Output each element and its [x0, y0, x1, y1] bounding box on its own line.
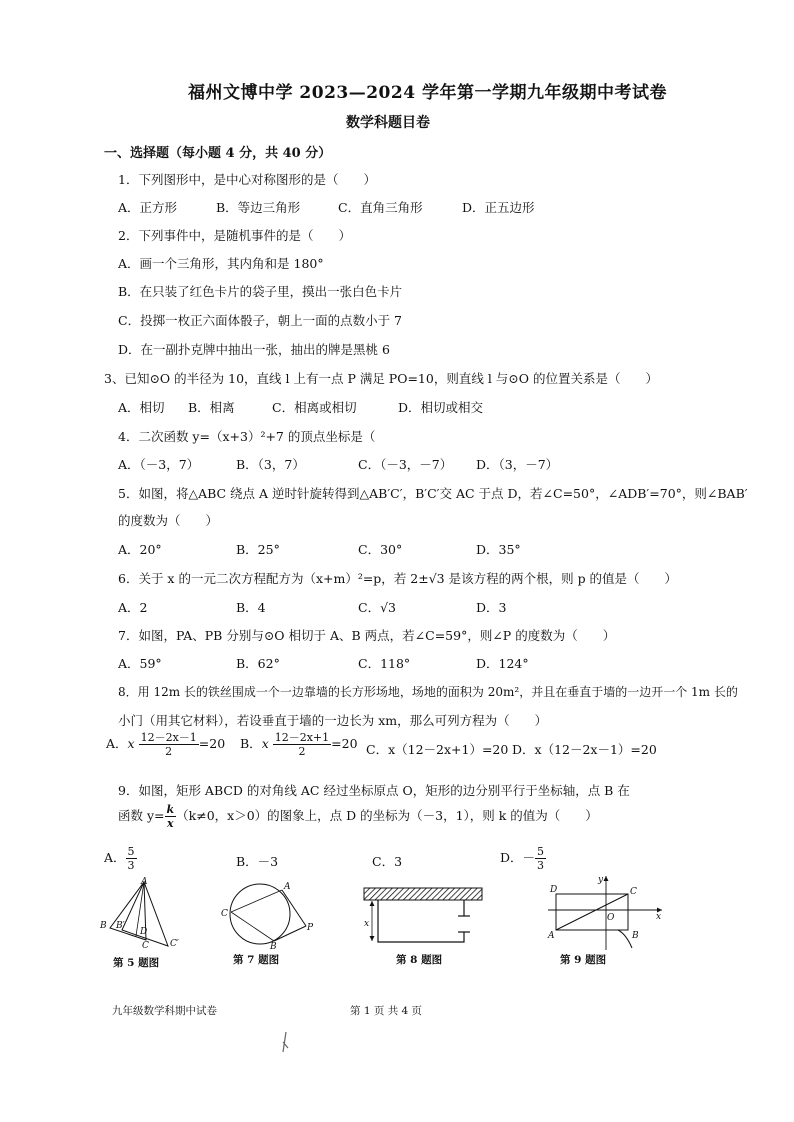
q1-option-c: C．直角三角形: [338, 200, 423, 215]
question-2-stem: 2．下列事件中，是随机事件的是（ ）: [118, 228, 351, 243]
fig5-label-b-prime: B′: [116, 921, 125, 931]
q9-option-d-fraction: $\frac{5}{3}$: [537, 845, 545, 872]
figure-8-caption: 第 8 题图: [396, 954, 443, 966]
q9-option-d: D．－ $\frac{5}{3}$: [500, 845, 545, 872]
q4-option-d: D．（3，－7）: [476, 457, 559, 472]
fig7-label-a: A: [284, 882, 291, 892]
scan-artifact-mark: [280, 1030, 292, 1056]
q2-option-b: B．在只装了红色卡片的袋子里，摸出一张白色卡片: [118, 284, 403, 299]
figure-5-caption: 第 5 题图: [113, 957, 160, 969]
q9-option-a: A． $\frac{5}{3}$: [104, 845, 135, 872]
fig5-label-c: C: [142, 941, 149, 951]
question-9-stem: 9．如图，矩形 ABCD 的对角线 AC 经过坐标原点 O，矩形的边分别平行于坐标轴，点 B 在: [118, 783, 630, 798]
fig7-label-p: P: [307, 923, 314, 933]
q6-option-c: C．√3: [358, 600, 396, 615]
section-heading: 一、选择题（每小题 4 分，共 40 分）: [104, 146, 332, 161]
q3-option-a: A．相切: [118, 400, 165, 415]
q5-option-b: B．25°: [236, 542, 280, 557]
question-1-stem: 1．下列图形中，是中心对称图形的是（ ）: [118, 172, 376, 187]
fig9-label-o: O: [607, 913, 615, 923]
q2-option-c: C．投掷一枚正六面体骰子，朝上一面的点数小于 7: [118, 313, 402, 328]
footer-page-number: 第 1 页 共 4 页: [350, 1005, 423, 1017]
page-title: 福州文博中学 2023—2024 学年第一学期九年级期中考试卷: [188, 83, 667, 103]
q2-option-a: A．画一个三角形，其内角和是 180°: [118, 256, 324, 271]
q8-option-a: A．x $\frac{12-2x-1}{2}$ =20: [106, 731, 226, 758]
fig7-label-b: B: [270, 942, 277, 950]
q7-option-b: B．62°: [236, 656, 280, 671]
q9-option-b: B．－3: [236, 854, 279, 869]
question-6-stem: 6．关于 x 的一元二次方程配方为（x+m）²=p，若 2±√3 是该方程的两个根，则 p 的值是（ ）: [118, 571, 678, 586]
fig9-label-b: B: [632, 931, 639, 941]
q1-option-a: A．正方形: [118, 200, 178, 215]
question-8-stem: 8．用 12m 长的铁丝围成一个一边靠墙的长方形场地，场地的面积为 20m²，并且在垂直于墙的一边开一个 1m 长的: [118, 685, 738, 699]
question-4-stem: 4．二次函数 y=（x+3）²+7 的顶点坐标是（: [118, 429, 376, 444]
fig5-label-b: B: [100, 921, 107, 931]
question-5-stem: 5．如图，将△ABC 绕点 A 逆时针旋转得到△AB′C′，B′C′交 AC 于点 D，若∠C=50°，∠ADB′=70°，则∠BAB′: [118, 486, 748, 501]
q8-option-d: D．x（12－2x－1）=20: [512, 742, 657, 757]
q9-function-fraction: $\frac{k}{x}$: [166, 803, 175, 830]
figure-5-triangles: [96, 876, 186, 956]
question-8-stem-cont: 小门（用其它材料），若设垂直于墙的一边长为 xm，那么可列方程为（ ）: [118, 713, 548, 728]
fig5-label-d: D: [140, 927, 148, 937]
q6-option-a: A．2: [118, 600, 148, 615]
q5-option-a: A．20°: [118, 542, 162, 557]
q3-option-d: D．相切或相交: [398, 400, 484, 415]
q8-option-b-fraction: $\frac{12-2x+1}{2}$: [274, 731, 330, 758]
figure-8-wall-fence: [360, 886, 486, 950]
q4-option-b: B．（3，7）: [236, 457, 305, 472]
q5-option-c: C．30°: [358, 542, 403, 557]
question-5-stem-cont: 的度数为（ ）: [118, 513, 219, 528]
q9-option-a-fraction: $\frac{5}{3}$: [127, 845, 135, 872]
figure-9-rectangle-coordinates: [544, 872, 670, 952]
fig7-label-c: C: [221, 909, 228, 919]
q9-option-c: C．3: [372, 854, 403, 869]
q3-option-b: B．相离: [188, 400, 235, 415]
figure-7-caption: 第 7 题图: [233, 954, 280, 966]
page-subtitle: 数学科题目卷: [346, 115, 430, 131]
fig9-label-x: x: [656, 912, 662, 922]
fig9-label-a: A: [548, 931, 555, 941]
q7-option-d: D．124°: [476, 656, 529, 671]
q4-option-a: A．（－3，7）: [118, 457, 200, 472]
q8-option-a-fraction: $\frac{12-2x-1}{2}$: [140, 731, 197, 758]
q4-option-c: C．（－3，－7）: [358, 457, 453, 472]
fig9-label-y: y: [598, 875, 604, 885]
question-7-stem: 7．如图，PA、PB 分别与⊙O 相切于 A、B 两点，若∠C=59°，则∠P 的度数为（ ）: [118, 628, 616, 643]
q3-option-c: C．相离或相切: [272, 400, 357, 415]
figure-7-circle-tangents: [214, 876, 314, 950]
fig5-label-c-prime: C′: [170, 939, 179, 949]
fig9-label-d: D: [550, 885, 558, 895]
q8-option-c: C．x（12－2x+1）=20: [366, 742, 509, 757]
q7-option-c: C．118°: [358, 656, 411, 671]
fig8-label-x: x: [364, 919, 370, 929]
q1-option-d: D．正五边形: [462, 200, 535, 215]
question-3-stem: 3、已知⊙O 的半径为 10，直线 l 上有一点 P 满足 PO=10，则直线 l 与⊙O 的位置关系是（ ）: [104, 371, 658, 386]
q2-option-d: D．在一副扑克牌中抽出一张，抽出的牌是黑桃 6: [118, 342, 390, 357]
q7-option-a: A．59°: [118, 656, 162, 671]
q6-option-d: D．3: [476, 600, 507, 615]
figure-9-caption: 第 9 题图: [560, 954, 607, 966]
footer-exam-name: 九年级数学科期中试卷: [112, 1005, 217, 1017]
fig5-label-a: A: [141, 877, 148, 887]
q6-option-b: B．4: [236, 600, 266, 615]
q1-option-b: B．等边三角形: [216, 200, 301, 215]
fig9-label-c: C: [630, 887, 637, 897]
q5-option-d: D．35°: [476, 542, 521, 557]
question-9-stem-cont: 函数 y= $\frac{k}{x}$ （k≠0，x＞0）的图象上，点 D 的坐标为（－3，1），则 k 的值为（ ）: [118, 803, 598, 830]
q8-option-b: B．x $\frac{12-2x+1}{2}$ =20: [240, 731, 358, 758]
